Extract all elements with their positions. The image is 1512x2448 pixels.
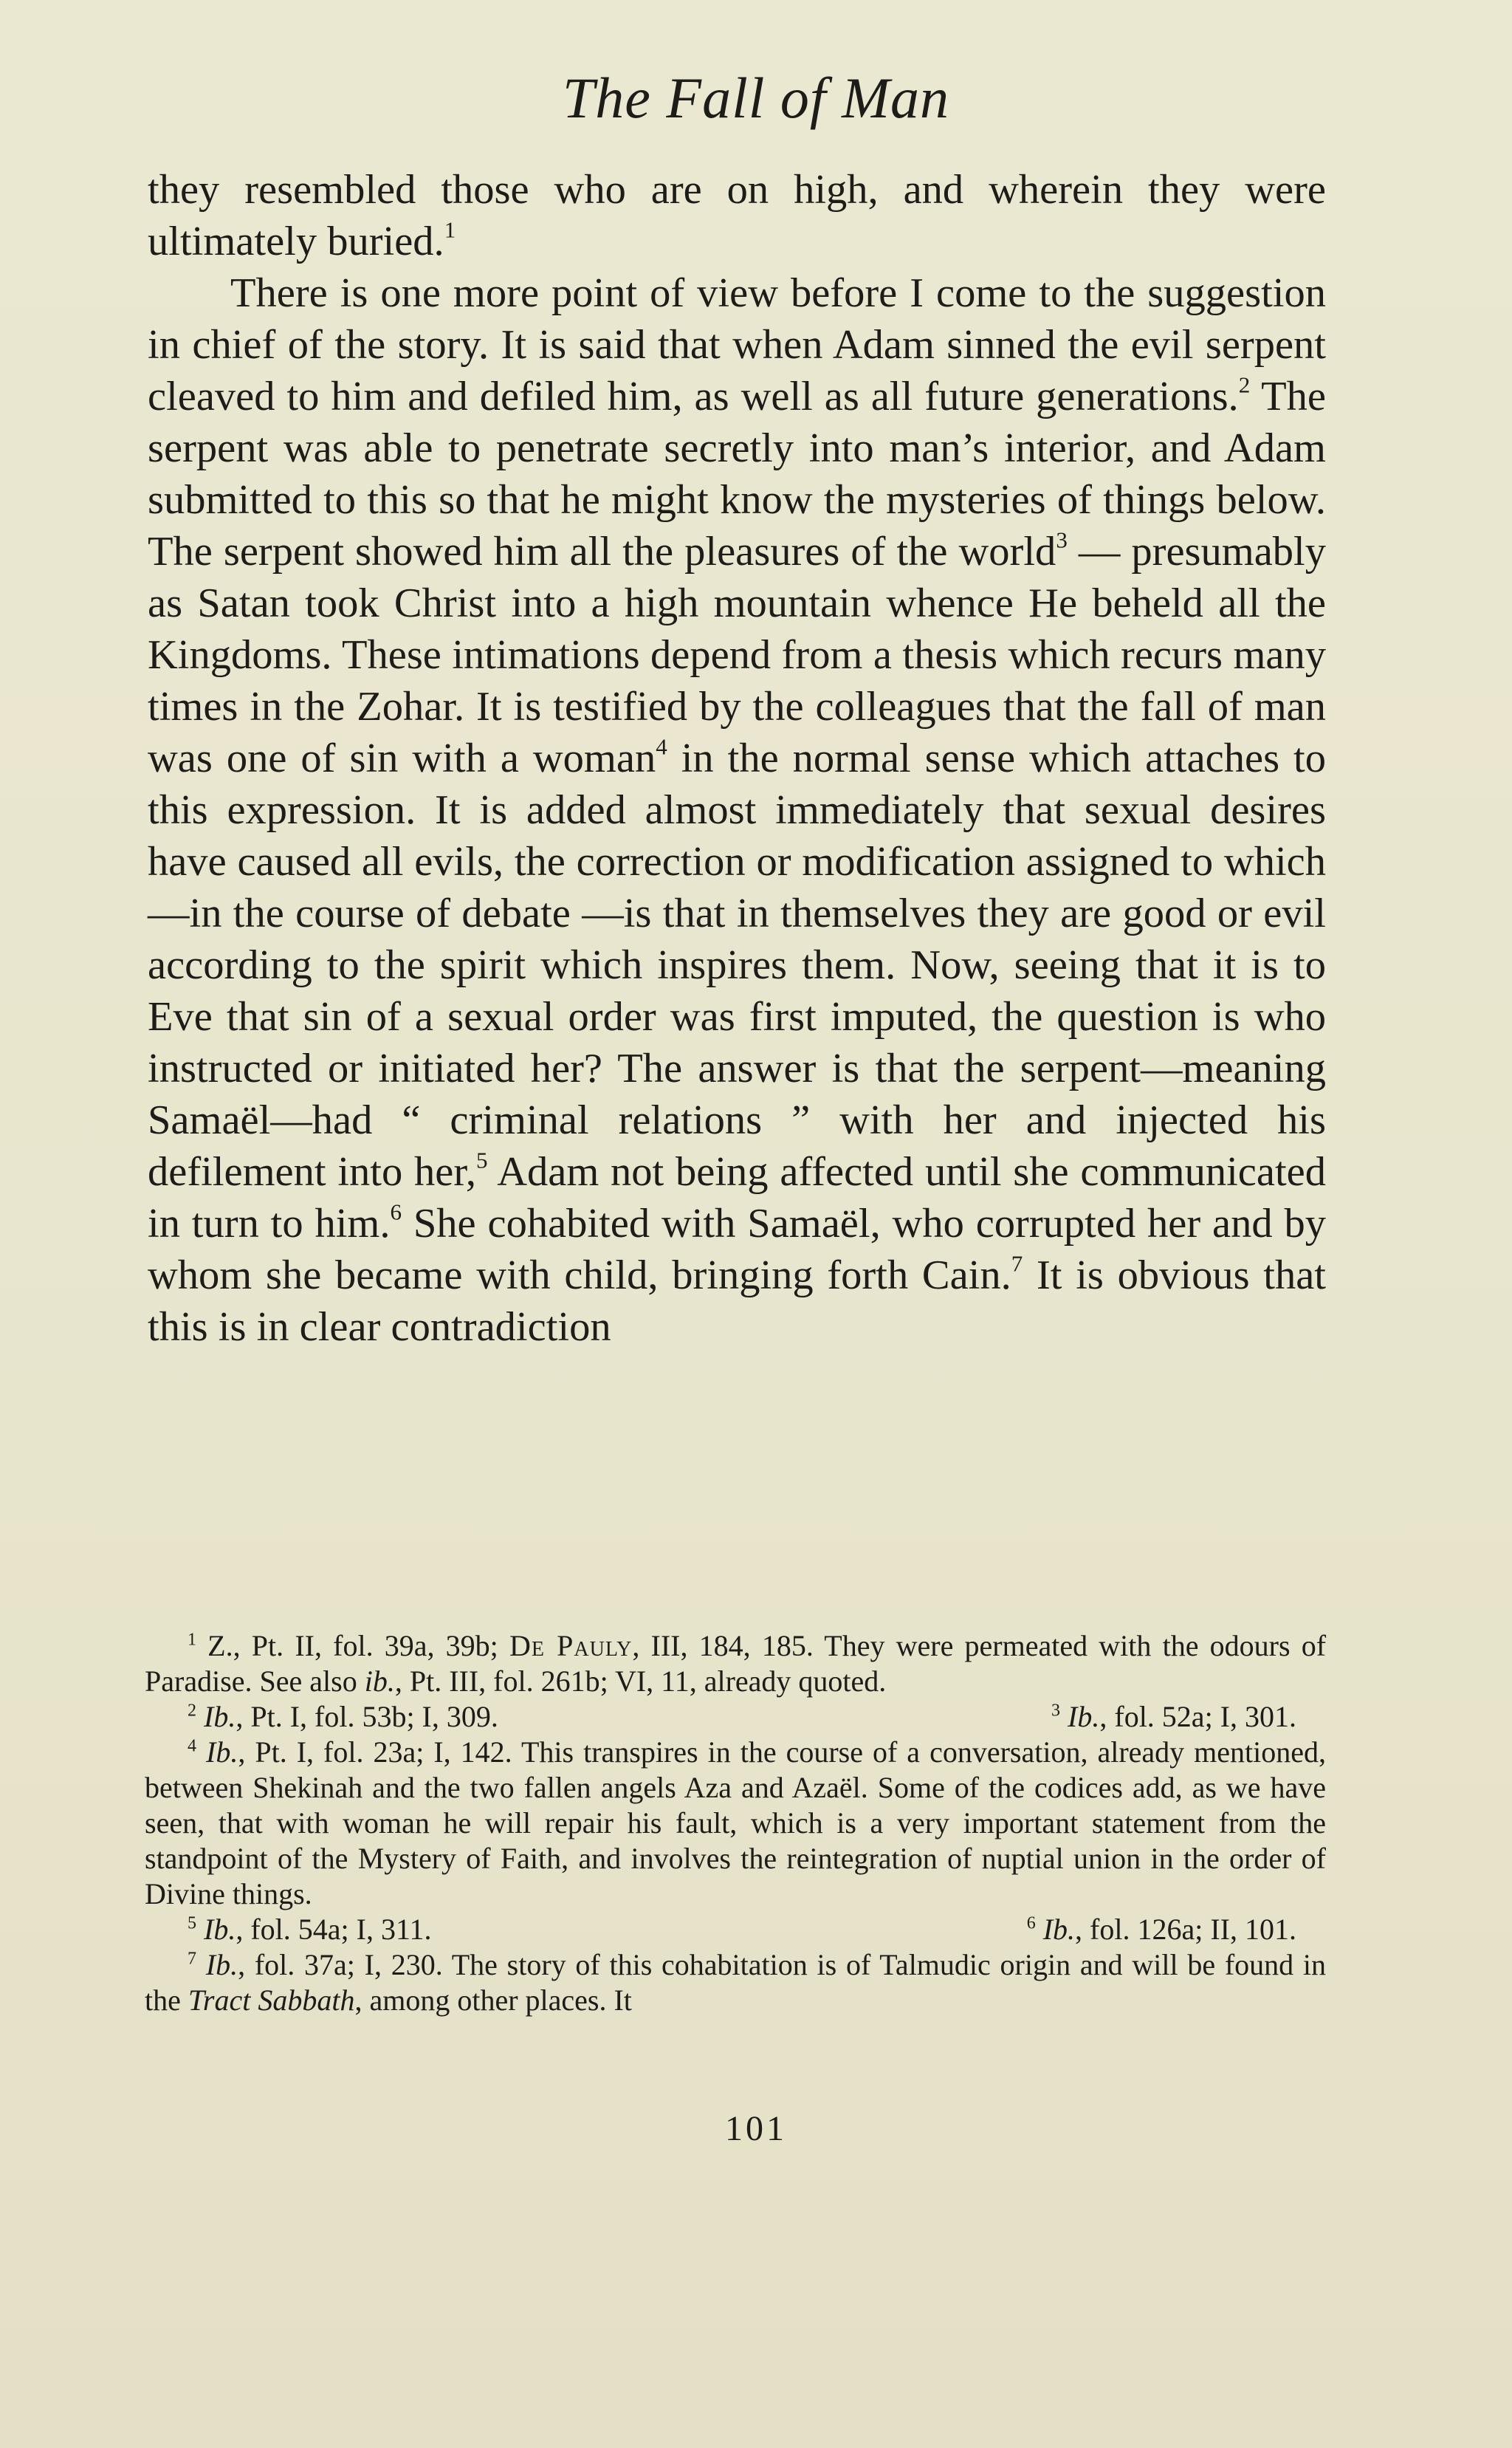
footnote-3 [1051, 1699, 1326, 1735]
footnote-1-mark: 1 [188, 1630, 196, 1650]
paragraph-2-text-f: She cohabited with Samaël, who corrupted her and by whom she became with child, bringing forth Cain. [148, 1201, 1326, 1298]
footnote-7 [145, 1947, 1326, 2018]
footnote-4 [145, 1735, 1326, 1912]
footnote-1-text-b: , III, 184, 185. They were permeated with the odours of Paradise. See also [145, 1629, 1327, 1698]
footnote-ref-7: 7 [1011, 1250, 1023, 1277]
page-number: 101 [725, 2109, 787, 2148]
paragraph-1 [148, 164, 1326, 267]
footnote-4-ib: Ib. [206, 1735, 238, 1769]
footnotes-section [145, 1628, 1326, 2018]
footnote-6-mark: 6 [1026, 1913, 1036, 1933]
running-header: The Fall of Man [562, 66, 950, 130]
footnote-ref-6: 6 [390, 1199, 402, 1225]
footnote-2-ib: Ib. [204, 1700, 236, 1733]
footnote-ref-3: 3 [1056, 527, 1068, 553]
footnote-ref-2: 2 [1238, 371, 1251, 398]
paragraph-2-text-a: There is one more point of view before I come to the suggestion in chief of the story. It is said that when Adam sinned the evil serpent cleaved to him and defiled him, as well as all future generations. [148, 270, 1326, 419]
paragraph-2-text-c: — presumably as Satan took Christ into a high mountain whence He beheld all the Kingdoms. These intimations depend from a thesis which recurs many times in the Zohar. It is testified by the colleagues that the fall of man was one of sin with a woman [148, 529, 1326, 781]
footnote-7-title: Tract Sabbath [188, 1984, 355, 2017]
footnotes-5-6-row [145, 1912, 1326, 1947]
footnote-6 [1027, 1912, 1326, 1947]
footnote-5 [188, 1912, 431, 1947]
footnote-1-author: De Pauly [509, 1629, 633, 1662]
footnote-2-text: , Pt. I, fol. 53b; I, 309. [236, 1700, 498, 1733]
paragraph-2-text-e: Adam not being affected until she communicated in turn to him. [148, 1149, 1326, 1247]
footnote-1-text-a: Z., Pt. II, fol. 39a, 39b; [196, 1629, 509, 1662]
footnote-4-mark: 4 [188, 1736, 196, 1756]
footnote-6-ib: Ib. [1042, 1913, 1076, 1946]
paragraph-2-text-d: in the normal sense which attaches to this expression. It is added almost immediately that sexual desires have caused all evils, the correction or modification assigned to which—in the course of debate —is that in themselves they are good or evil according to the spirit which inspires them. Now, seeing that it is to Eve that sin of a sexual order was first imputed, the question is who instructed or initiated her? The answer is that the serpent—meaning Samaël—had “ criminal relations ” with her and injected his defilement into her, [148, 736, 1326, 1195]
footnote-2-mark: 2 [188, 1701, 196, 1721]
footnote-7-ib: Ib. [205, 1948, 238, 1981]
paragraph-2-text-g: It is obvious that this is in clear contradiction [148, 1252, 1326, 1350]
footnote-6-text: , fol. 126a; II, 101. [1075, 1913, 1296, 1946]
paragraph-2-text-b: The serpent was able to penetrate secretly into man’s interior, and Adam submitted to this so that he might know the mysteries of things below. The serpent showed him all the pleasures of the world [148, 374, 1326, 575]
footnote-1 [145, 1628, 1326, 1699]
footnote-ref-1: 1 [444, 216, 456, 243]
footnote-7-mark: 7 [188, 1949, 196, 1969]
footnote-3-text: , fol. 52a; I, 301. [1099, 1700, 1296, 1733]
footnote-ref-4: 4 [656, 733, 667, 760]
footnote-5-ib: Ib. [204, 1913, 236, 1946]
paragraph-1-text: they resembled those who are on high, and wherein they were ultimately buried. [148, 167, 1326, 264]
main-text [148, 164, 1326, 1353]
footnote-7-text-b: , among other places. It [354, 1984, 632, 2017]
footnote-3-mark: 3 [1051, 1701, 1061, 1721]
footnote-5-mark: 5 [188, 1913, 196, 1933]
paragraph-2 [148, 267, 1326, 1353]
footnotes-2-3-row [145, 1699, 1326, 1735]
footnote-4-text: , Pt. I, fol. 23a; I, 142. This transpires in the course of a conversation, already mentioned, between Shekinah and the two fallen angels Aza and Azaël. Some of the codices add, as we have seen, that with woman he will repair his fault, which is a very important statement from the standpoint of the Mystery of Faith, and involves the reintegration of nuptial union in the order of Divine things. [145, 1735, 1326, 1910]
footnote-1-text-c: , Pt. III, fol. 261b; VI, 11, already quoted. [394, 1664, 887, 1698]
footnote-7-text-a: , fol. 37a; I, 230. The story of this cohabitation is of Talmudic origin and will be found in the [145, 1948, 1327, 2017]
footnote-5-text: , fol. 54a; I, 311. [236, 1913, 432, 1946]
footnote-3-ib: Ib. [1068, 1700, 1100, 1733]
footnote-ref-5: 5 [476, 1147, 488, 1173]
footnote-2 [188, 1699, 498, 1735]
footnote-1-ib: ib. [364, 1664, 395, 1698]
